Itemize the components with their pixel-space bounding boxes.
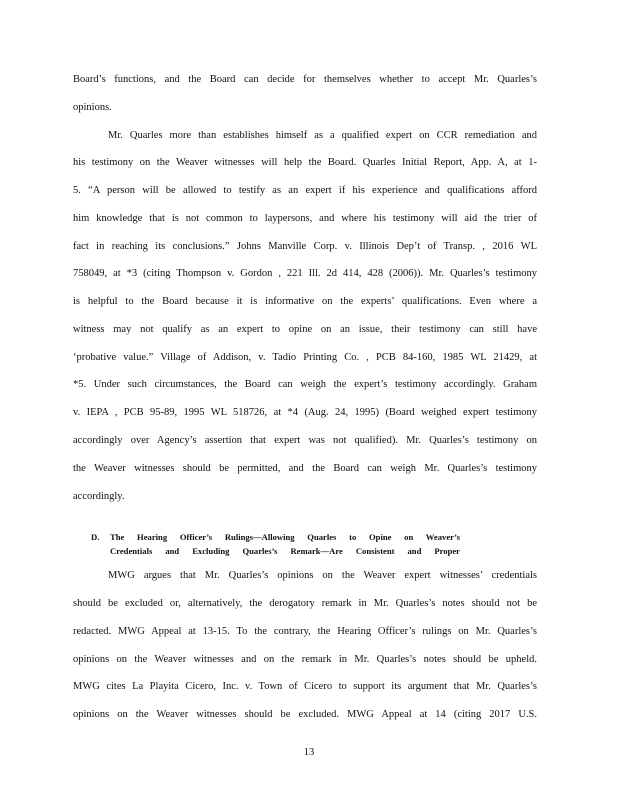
text-line: witness may not qualify as an expert to opine on an issue, their testimony can still have [73,324,537,335]
text-line: ‘probative value.” Village of Addison, v. Tadio Printing Co. , PCB 84-160, 1985 WL 21429, at [73,352,537,363]
text-line: accordingly over Agency’s assertion that expert was not qualified). Mr. Quarles’s testimony on [73,435,537,446]
text-line: Mr. Quarles more than establishes himself as a qualified expert on CCR remediation and [108,130,537,141]
page-number: 13 [303,747,315,758]
text-line: him knowledge that is not common to laypersons, and where his testimony will aid the trier of [73,213,537,224]
section-letter: D. [91,532,100,542]
text-line: 758049, at *3 (citing Thompson v. Gordon , 221 Ill. 2d 414, 428 (2006)). Mr. Quarles’s testimony [73,268,537,279]
text-line: Board’s functions, and the Board can decide for themselves whether to accept Mr. Quarles’s [73,74,537,85]
text-line: opinions on the Weaver witnesses and on the remark in Mr. Quarles’s notes should be upheld. [73,654,537,665]
text-line: 5. “A person will be allowed to testify as an expert if his experience and qualifications afford [73,185,537,196]
text-line: opinions on the Weaver witnesses should be excluded. MWG Appeal at 14 (citing 2017 U.S. [73,709,537,720]
section-heading-line: The Hearing Officer’s Rulings—Allowing Quarles to Opine on Weaver’s [110,532,460,542]
text-line: MWG cites La Playita Cicero, Inc. v. Town of Cicero to support its argument that Mr. Quarles’s [73,681,537,692]
section-heading [0,531,618,559]
text-line: his testimony on the Weaver witnesses will help the Board. Quarles Initial Report, App. A, at 1- [73,157,537,168]
text-line: should be excluded or, alternatively, the derogatory remark in Mr. Quarles’s notes should not be [73,598,537,609]
text-line: accordingly. [73,491,125,502]
text-line: opinions. [73,102,112,113]
text-line: is helpful to the Board because it is informative on the experts’ qualifications. Even where a [73,296,537,307]
text-line: *5. Under such circumstances, the Board can weigh the expert’s testimony accordingly. Graham [73,379,537,390]
text-line: redacted. MWG Appeal at 13-15. To the contrary, the Hearing Officer’s rulings on Mr. Quarles’s [73,626,537,637]
text-line: MWG argues that Mr. Quarles’s opinions on the Weaver expert witnesses’ credentials [108,570,537,581]
text-line: the Weaver witnesses should be permitted, and the Board can weigh Mr. Quarles’s testimony [73,463,537,474]
text-line: v. IEPA , PCB 95-89, 1995 WL 518726, at *4 (Aug. 24, 1995) (Board weighed expert testimony [73,407,537,418]
text-line: fact in reaching its conclusions.” Johns Manville Corp. v. Illinois Dep’t of Transp. , 2016 WL [73,241,537,252]
section-heading-line: Credentials and Excluding Quarles’s Remark—Are Consistent and Proper [110,546,460,556]
